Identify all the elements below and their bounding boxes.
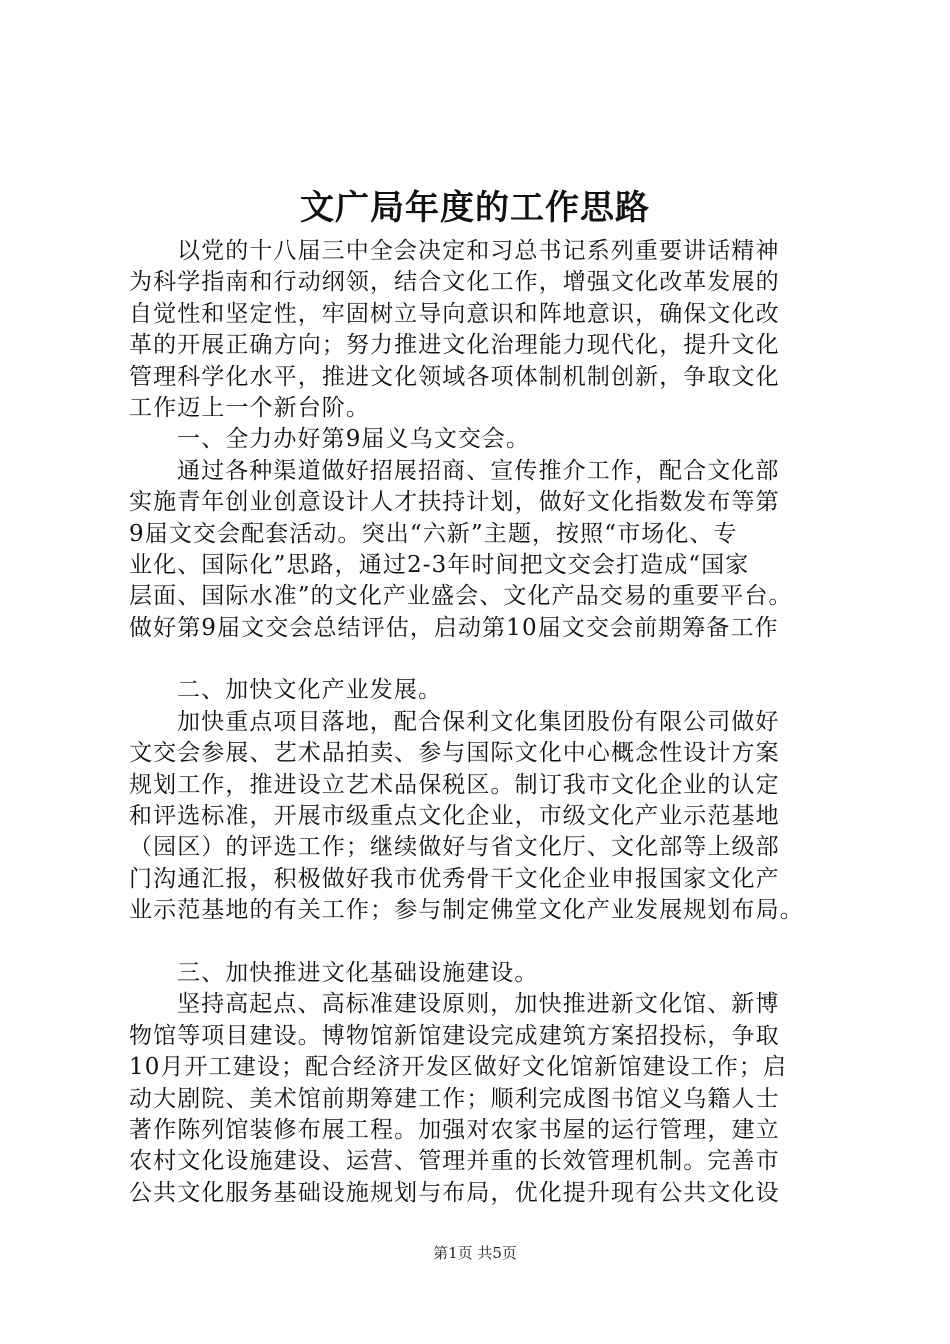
paragraph-line: 为科学指南和行动纲领，结合文化工作，增强文化改革发展的 xyxy=(129,269,780,296)
document-title: 文广局年度的工作思路 xyxy=(300,188,650,228)
section-heading: 一、全力办好第9届义乌文交会。 xyxy=(177,426,531,453)
paragraph-line: 加快重点项目落地，配合保利文化集团股份有限公司做好 xyxy=(177,708,780,735)
paragraph-line: 实施青年创业创意设计人才扶持计划，做好文化指数发布等第 xyxy=(129,489,780,516)
paragraph-line: 业化、国际化”思路，通过2-3年时间把文交会打造成“国家 xyxy=(129,551,750,578)
paragraph-line: 著作陈列馆装修布展工程。加强对农家书屋的运行管理，建立 xyxy=(129,1116,780,1143)
paragraph-line: 以党的十八届三中全会决定和习总书记系列重要讲话精神 xyxy=(177,238,780,264)
section-heading: 二、加快文化产业发展。 xyxy=(177,677,443,704)
paragraph-line: 通过各种渠道做好招展招商、宣传推介工作，配合文化部 xyxy=(177,457,780,484)
document-body xyxy=(129,236,834,1209)
paragraph-line: 坚持高起点、高标准建设原则，加快推进新文化馆、新博 xyxy=(177,991,780,1018)
paragraph-line: 文交会参展、艺术品拍卖、参与国际文化中心概念性设计方案 xyxy=(129,740,780,767)
blank-line xyxy=(129,927,834,958)
page-number: 第1页 共5页 xyxy=(433,1244,517,1262)
paragraph-line: 革的开展正确方向；努力推进文化治理能力现代化，提升文化 xyxy=(129,332,780,359)
paragraph-line: 10月开工建设；配合经济开发区做好文化馆新馆建设工作；启 xyxy=(129,1054,788,1081)
section-heading: 三、加快推进文化基础设施建设。 xyxy=(177,959,539,986)
paragraph-line: 公共文化服务基础设施规划与布局，优化提升现有公共文化设 xyxy=(129,1179,780,1206)
paragraph-line: 管理科学化水平，推进文化领域各项体制机制创新，争取文化 xyxy=(129,363,780,390)
paragraph-line: 9届文交会配套活动。突出“六新”主题，按照“市场化、专 xyxy=(129,520,738,547)
paragraph-line: 农村文化设施建设、运营、管理并重的长效管理机制。完善市 xyxy=(129,1148,780,1175)
paragraph-line: 做好第9届文交会总结评估，启动第10届文交会前期筹备工作 xyxy=(129,614,779,641)
paragraph-line: 和评选标准，开展市级重点文化企业，市级文化产业示范基地 xyxy=(129,803,780,830)
paragraph-line: 门沟通汇报，积极做好我市优秀骨干文化企业申报国家文化产 xyxy=(129,865,780,892)
paragraph-line: 工作迈上一个新台阶。 xyxy=(129,394,370,421)
paragraph-line: （园区）的评选工作；继续做好与省文化厅、文化部等上级部 xyxy=(129,834,780,861)
blank-line xyxy=(129,644,834,675)
paragraph-line: 规划工作，推进设立艺术品保税区。制订我市文化企业的认定 xyxy=(129,771,780,798)
paragraph-line: 业示范基地的有关工作；参与制定佛堂文化产业发展规划布局。 xyxy=(129,897,804,924)
paragraph-line: 自觉性和坚定性，牢固树立导向意识和阵地意识，确保文化改 xyxy=(129,300,780,327)
paragraph-line: 物馆等项目建设。博物馆新馆建设完成建筑方案招投标，争取 xyxy=(129,1022,780,1049)
paragraph-line: 层面、国际水准”的文化产业盛会、文化产品交易的重要平台。 xyxy=(129,583,793,610)
paragraph-line: 动大剧院、美术馆前期筹建工作；顺利完成图书馆义乌籍人士 xyxy=(129,1085,780,1112)
